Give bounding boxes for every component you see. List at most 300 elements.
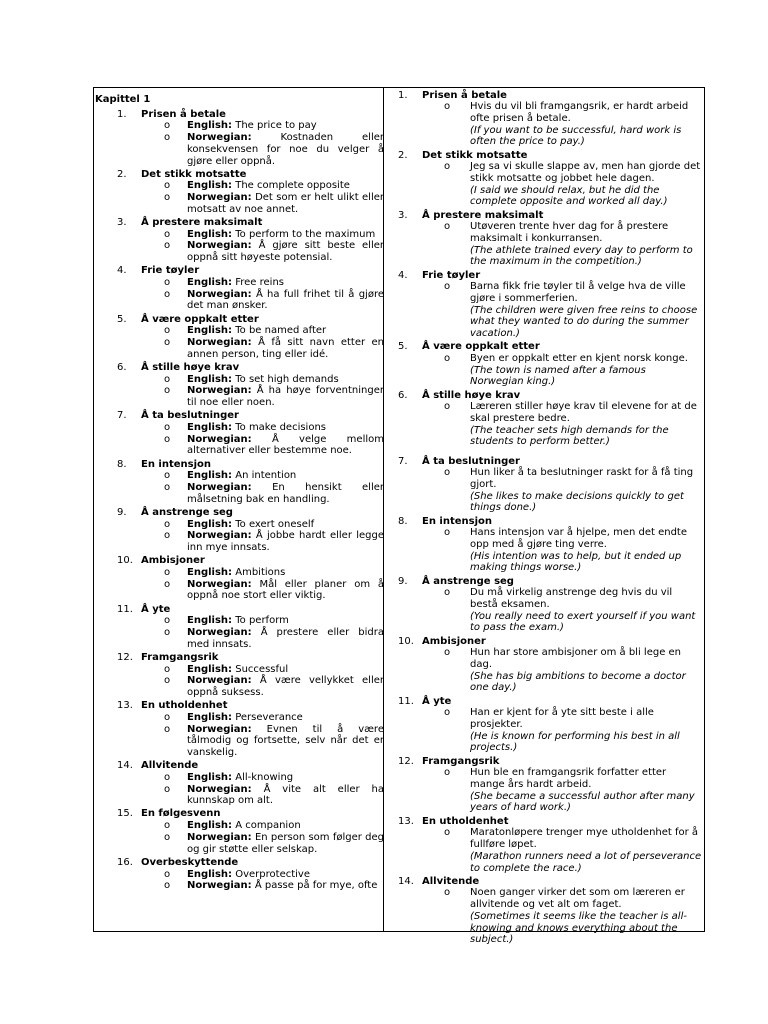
term-number: 12. — [398, 755, 414, 767]
norwegian-value: En person som følger deg og gir støtte eller selskap. — [187, 831, 384, 855]
bullet-icon: o — [164, 578, 171, 590]
norwegian-label: Norwegian: — [187, 192, 252, 204]
example-item — [385, 647, 705, 694]
english-definition — [95, 374, 384, 386]
norwegian-value: En hensikt eller målsetning bak en handling. — [187, 482, 384, 505]
example-body — [470, 161, 702, 208]
example-translation: (She likes to make decisions quickly to get things done.) — [470, 490, 684, 514]
term-number: 8. — [398, 515, 408, 527]
bullet-icon: o — [164, 240, 171, 252]
term-heading — [95, 652, 384, 664]
norwegian-label: Norwegian: — [187, 675, 252, 687]
example-heading — [385, 516, 705, 528]
example-sentence: Hans intensjon var å hjelpe, men det endte opp med å gjøre ting verre. — [470, 527, 687, 551]
example-item — [385, 827, 705, 874]
english-value: The price to pay — [235, 120, 317, 132]
term-number: 15. — [117, 808, 133, 820]
norwegian-value: Mål eller planer om å oppnå noe stort eller viktig. — [187, 578, 384, 602]
english-definition — [95, 519, 384, 531]
english-definition — [95, 869, 384, 881]
term-heading — [95, 808, 384, 820]
term-number: 11. — [117, 603, 133, 615]
term-heading — [95, 410, 384, 422]
term-label: Å ta beslutninger — [141, 410, 239, 422]
norwegian-definition — [95, 530, 384, 553]
example-body — [470, 101, 702, 148]
example-sentence: Jeg sa vi skulle slappe av, men han gjorde det stikk motsatte og jobbet hele dagen. — [470, 161, 701, 184]
term-number: 6. — [117, 361, 127, 373]
english-definition — [95, 325, 384, 337]
norwegian-text — [187, 482, 384, 505]
bullet-icon: o — [164, 433, 171, 445]
english-definition — [95, 470, 384, 482]
term-number: 13. — [398, 815, 414, 827]
term-heading — [95, 857, 384, 869]
english-value: All-knowing — [235, 771, 294, 783]
english-label: English: — [187, 663, 233, 675]
english-label: English: — [187, 470, 233, 482]
term-number: 10. — [398, 635, 414, 647]
bullet-icon: o — [164, 723, 171, 735]
example-translation: (The town is named after a famous Norwegian king.) — [470, 364, 646, 388]
term-label: Å yte — [141, 603, 171, 615]
english-definition — [95, 229, 384, 241]
bullet-icon: o — [164, 373, 171, 385]
english-label: English: — [187, 325, 233, 337]
norwegian-definition — [95, 289, 384, 312]
example-item — [385, 707, 705, 754]
norwegian-label: Norwegian: — [187, 783, 252, 795]
norwegian-value: Å jobbe hardt eller legge inn mye innsats. — [187, 530, 384, 554]
term-label: Å være oppkalt etter — [422, 341, 540, 353]
term-number: 2. — [117, 168, 127, 180]
example-item — [385, 281, 705, 340]
norwegian-definition — [95, 132, 384, 167]
norwegian-text — [187, 724, 384, 759]
english-value: Overprotective — [235, 868, 310, 880]
bullet-icon: o — [164, 132, 171, 144]
term-label: Å ta beslutninger — [422, 455, 520, 467]
norwegian-value: Det som er helt ulikt eller motsatt av noe annet. — [187, 192, 384, 215]
norwegian-definition — [95, 724, 384, 759]
term-number: 1. — [398, 89, 408, 101]
norwegian-definition — [95, 627, 384, 650]
term-label: Prisen å betale — [141, 108, 226, 120]
term-label: Allvitende — [422, 875, 480, 887]
vocabulary-table — [93, 87, 705, 946]
bullet-icon: o — [164, 771, 171, 783]
example-translation: (His intention was to help, but it ended up making things worse.) — [470, 550, 682, 574]
bullet-icon: o — [164, 831, 171, 843]
term-label: Å anstrenge seg — [422, 575, 514, 587]
norwegian-label: Norwegian: — [187, 385, 252, 397]
english-value: The complete opposite — [235, 180, 350, 192]
example-translation: (He is known for performing his best in all projects.) — [470, 730, 680, 754]
example-heading — [385, 636, 705, 648]
norwegian-value: Å prestere eller bidra med innsats. — [187, 626, 384, 650]
example-body — [470, 707, 702, 754]
norwegian-value: Å gjøre sitt beste eller oppnå sitt høyeste potensial. — [187, 240, 384, 264]
english-label: English: — [187, 771, 233, 783]
english-definition — [95, 772, 384, 784]
term-number: 8. — [117, 458, 127, 470]
bullet-icon: o — [164, 180, 171, 192]
term-heading — [95, 700, 384, 712]
english-value: To be named after — [235, 325, 327, 337]
example-heading — [385, 150, 705, 162]
norwegian-value: Å vite alt eller ha kunnskap om alt. — [187, 783, 384, 807]
norwegian-label: Norwegian: — [187, 132, 252, 144]
example-translation: (I said we should relax, but he did the complete opposite and worked all day.) — [470, 184, 668, 208]
norwegian-label: Norwegian: — [187, 723, 252, 735]
english-definition — [95, 712, 384, 724]
norwegian-label: Norwegian: — [187, 337, 252, 349]
norwegian-text — [187, 434, 384, 457]
bullet-icon: o — [164, 192, 171, 204]
english-value: Free reins — [235, 277, 285, 289]
example-sentence: Hun liker å ta beslutninger raskt for å få ting gjort. — [470, 467, 694, 490]
norwegian-text — [187, 132, 384, 167]
bullet-icon: o — [444, 101, 451, 113]
english-value: To perform to the maximum — [235, 228, 376, 240]
term-number: 13. — [117, 700, 133, 712]
term-label: Ambisjoner — [141, 555, 205, 567]
norwegian-text — [187, 192, 384, 215]
norwegian-text — [187, 675, 384, 698]
bullet-icon: o — [444, 352, 451, 364]
example-body — [470, 827, 702, 874]
term-heading — [95, 109, 384, 121]
example-body — [470, 767, 702, 814]
term-number: 2. — [398, 149, 408, 161]
term-number: 14. — [398, 875, 414, 887]
example-heading — [385, 270, 705, 282]
norwegian-text — [187, 530, 384, 553]
example-body — [470, 281, 702, 340]
term-label: Framgangsrik — [141, 651, 219, 663]
term-number: 3. — [398, 209, 408, 221]
term-label: Overbeskyttende — [141, 856, 239, 868]
example-translation: (She became a successful author after many years of hard work.) — [470, 790, 695, 814]
example-sentence: Noen ganger virker det som om læreren er allvitende og vet alt om faget. — [470, 887, 685, 911]
bullet-icon: o — [444, 647, 451, 659]
example-sentence: Hvis du vil bli framgangsrik, er hardt arbeid ofte prisen å betale. — [470, 101, 689, 124]
term-label: Allvitende — [141, 760, 199, 772]
bullet-icon: o — [164, 228, 171, 240]
example-item — [385, 527, 705, 574]
norwegian-definition — [95, 337, 384, 360]
norwegian-label: Norwegian: — [187, 530, 252, 542]
english-value: To set high demands — [235, 373, 339, 385]
term-heading — [95, 265, 384, 277]
norwegian-value: Å velge mellom alternativer eller bestemme noe. — [187, 433, 384, 457]
term-heading — [95, 507, 384, 519]
term-number: 5. — [398, 341, 408, 353]
example-heading — [385, 456, 705, 468]
term-number: 6. — [398, 389, 408, 401]
term-label: En utholdenhet — [141, 700, 228, 712]
norwegian-definition — [95, 240, 384, 263]
bullet-icon: o — [164, 626, 171, 638]
english-value: Ambitions — [235, 566, 286, 578]
norwegian-value: Å ha full frihet til å gjøre det man ønsker. — [187, 288, 384, 312]
english-label: English: — [187, 566, 233, 578]
norwegian-label: Norwegian: — [187, 482, 252, 493]
example-item — [385, 353, 705, 388]
norwegian-value: Å ha høye forventninger til noe eller noen. — [187, 385, 384, 409]
norwegian-definition — [95, 675, 384, 698]
term-number: 4. — [117, 265, 127, 277]
term-label: En intensjon — [141, 458, 212, 470]
english-definition — [95, 180, 384, 192]
english-label: English: — [187, 120, 233, 132]
norwegian-text — [187, 337, 384, 360]
example-sentence: Læreren stiller høye krav til elevene for at de skal prestere bedre. — [470, 401, 697, 424]
bullet-icon: o — [164, 337, 171, 349]
term-number: 10. — [117, 555, 133, 567]
example-heading — [385, 341, 705, 353]
term-label: Å prestere maksimalt — [422, 209, 544, 221]
english-value: To make decisions — [235, 421, 327, 433]
term-label: Å stille høye krav — [422, 389, 521, 401]
bullet-icon: o — [444, 707, 451, 719]
norwegian-value: Å få sitt navn etter en annen person, ting eller idé. — [187, 337, 384, 360]
example-translation: (Marathon runners need a lot of perseverance to complete the race.) — [470, 850, 702, 874]
example-item — [385, 767, 705, 814]
english-label: English: — [187, 820, 233, 832]
term-label: En intensjon — [422, 515, 493, 527]
norwegian-label: Norwegian: — [187, 578, 252, 590]
term-heading — [95, 760, 384, 772]
term-number: 5. — [117, 313, 127, 325]
norwegian-definition — [95, 192, 384, 215]
norwegian-label: Norwegian: — [187, 880, 252, 892]
norwegian-value: Å passe på for mye, ofte — [254, 880, 378, 892]
term-label: En utholdenhet — [422, 815, 509, 827]
english-definition — [95, 820, 384, 832]
example-body — [470, 353, 702, 388]
bullet-icon: o — [164, 288, 171, 300]
bullet-icon: o — [164, 880, 171, 892]
norwegian-text — [187, 289, 384, 312]
bullet-icon: o — [164, 385, 171, 397]
term-number: 7. — [398, 455, 408, 467]
example-sentence: Du må virkelig anstrenge deg hvis du vil bestå eksamen. — [470, 587, 673, 611]
english-value: To exert oneself — [235, 518, 315, 530]
norwegian-text — [187, 880, 384, 892]
english-label: English: — [187, 711, 233, 723]
example-heading — [385, 210, 705, 222]
bullet-icon: o — [164, 615, 171, 627]
term-label: Framgangsrik — [422, 755, 500, 767]
english-value: To perform — [235, 615, 289, 627]
term-number: 9. — [398, 575, 408, 587]
example-body — [470, 527, 702, 574]
chapter-title: Kapittel 1 — [95, 94, 151, 105]
term-heading — [95, 314, 384, 326]
example-sentence: Hun har store ambisjoner om å bli lege en dag. — [470, 647, 682, 671]
bullet-icon: o — [164, 663, 171, 675]
term-number: 1. — [117, 108, 127, 120]
bullet-icon: o — [444, 887, 451, 899]
bullet-icon: o — [444, 281, 451, 293]
example-translation: (She has big ambitions to become a doctor one day.) — [470, 670, 686, 694]
example-heading — [385, 816, 705, 828]
term-heading — [95, 217, 384, 229]
example-item — [385, 161, 705, 208]
bullet-icon: o — [164, 530, 171, 542]
bullet-icon: o — [164, 518, 171, 530]
english-label: English: — [187, 421, 233, 433]
spacer — [385, 448, 705, 454]
term-label: Frie tøyler — [141, 265, 200, 277]
norwegian-text — [187, 240, 384, 263]
term-label: Å anstrenge seg — [141, 506, 233, 518]
norwegian-definition — [95, 579, 384, 602]
examples-column — [385, 88, 705, 946]
example-translation: (The teacher sets high demands for the students to perform better.) — [470, 424, 669, 448]
example-item — [385, 467, 705, 514]
norwegian-label: Norwegian: — [187, 831, 252, 843]
example-body — [470, 401, 702, 448]
term-label: Å være oppkalt etter — [141, 313, 259, 325]
english-label: English: — [187, 180, 233, 192]
bullet-icon: o — [444, 221, 451, 233]
term-heading — [95, 169, 384, 181]
example-item — [385, 401, 705, 448]
norwegian-value: Å være vellykket eller oppnå suksess. — [187, 675, 384, 698]
norwegian-definition — [95, 385, 384, 408]
bullet-icon: o — [164, 566, 171, 578]
norwegian-text — [187, 784, 384, 807]
bullet-icon: o — [164, 783, 171, 795]
example-heading — [385, 90, 705, 102]
norwegian-definition — [95, 482, 384, 505]
term-number: 7. — [117, 410, 127, 422]
example-item — [385, 587, 705, 634]
example-body — [470, 221, 702, 268]
norwegian-text — [187, 385, 384, 408]
term-heading — [95, 604, 384, 616]
bullet-icon: o — [444, 827, 451, 839]
example-translation: (The children were given free reins to choose what they wanted to do during the summer vacation.) — [470, 304, 698, 340]
norwegian-definition — [95, 434, 384, 457]
norwegian-definition — [95, 784, 384, 807]
english-definition — [95, 422, 384, 434]
bullet-icon: o — [164, 675, 171, 687]
english-definition — [95, 567, 384, 579]
norwegian-text — [187, 832, 384, 855]
term-heading — [95, 459, 384, 471]
example-heading — [385, 756, 705, 768]
norwegian-text — [187, 627, 384, 650]
example-item — [385, 887, 705, 946]
term-number: 9. — [117, 506, 127, 518]
english-value: Successful — [235, 663, 289, 675]
english-definition — [95, 664, 384, 676]
bullet-icon: o — [444, 587, 451, 599]
definitions-column — [94, 88, 384, 892]
english-definition — [95, 120, 384, 132]
norwegian-definition — [95, 832, 384, 855]
english-value: An intention — [235, 470, 297, 482]
english-label: English: — [187, 615, 233, 627]
example-sentence: Han er kjent for å yte sitt beste i alle prosjekter. — [470, 707, 654, 731]
example-item — [385, 101, 705, 148]
english-value: A companion — [235, 820, 301, 832]
example-item — [385, 221, 705, 268]
english-label: English: — [187, 277, 233, 289]
norwegian-label: Norwegian: — [187, 240, 252, 252]
term-label: Ambisjoner — [422, 635, 486, 647]
example-body — [470, 887, 702, 946]
norwegian-label: Norwegian: — [187, 288, 252, 300]
norwegian-label: Norwegian: — [187, 626, 252, 638]
bullet-icon: o — [164, 820, 171, 832]
norwegian-text — [187, 579, 384, 602]
bullet-icon: o — [164, 277, 171, 289]
example-body — [470, 467, 702, 514]
bullet-icon: o — [164, 868, 171, 880]
term-number: 11. — [398, 695, 414, 707]
term-label: Prisen å betale — [422, 89, 507, 101]
example-heading — [385, 390, 705, 402]
bullet-icon: o — [444, 467, 451, 479]
bullet-icon: o — [164, 470, 171, 482]
example-translation: (You really need to exert yourself if you want to pass the exam.) — [470, 610, 696, 634]
bullet-icon: o — [164, 482, 171, 493]
bullet-icon: o — [164, 421, 171, 433]
english-label: English: — [187, 373, 233, 385]
example-sentence: Byen er oppkalt etter en kjent norsk konge. — [470, 352, 688, 364]
example-heading — [385, 876, 705, 888]
term-label: Å stille høye krav — [141, 361, 240, 373]
bullet-icon: o — [444, 161, 451, 173]
example-translation: (Sometimes it seems like the teacher is all-knowing and knows everything about the subject.) — [470, 910, 687, 946]
norwegian-value: Evnen til å være tålmodig og fortsette, selv når det er vanskelig. — [187, 723, 384, 758]
example-translation: (If you want to be successful, hard work is often the price to pay.) — [470, 124, 682, 148]
bullet-icon: o — [164, 711, 171, 723]
term-label: Det stikk motsatte — [422, 149, 528, 161]
english-label: English: — [187, 228, 233, 240]
bullet-icon: o — [164, 325, 171, 337]
example-sentence: Barna fikk frie tøyler til å velge hva de ville gjøre i sommerferien. — [470, 281, 686, 304]
term-number: 3. — [117, 217, 127, 229]
example-body — [470, 647, 702, 694]
term-label: Frie tøyler — [422, 269, 481, 281]
bullet-icon: o — [444, 401, 451, 413]
norwegian-value: Kostnaden eller konsekvensen for noe du velger å gjøre eller oppnå. — [187, 132, 384, 167]
term-number: 16. — [117, 856, 133, 868]
example-translation: (The athlete trained every day to perform to the maximum in the competition.) — [470, 244, 693, 268]
term-heading — [95, 362, 384, 374]
term-label: Det stikk motsatte — [141, 168, 247, 180]
norwegian-definition — [95, 880, 384, 892]
english-label: English: — [187, 868, 233, 880]
term-number: 4. — [398, 269, 408, 281]
bullet-icon: o — [444, 767, 451, 779]
example-sentence: Hun ble en framgangsrik forfatter etter mange års hardt arbeid. — [470, 767, 667, 791]
term-number: 14. — [117, 760, 133, 772]
example-heading — [385, 576, 705, 588]
term-label: Å yte — [422, 695, 452, 707]
english-label: English: — [187, 518, 233, 530]
norwegian-label: Norwegian: — [187, 433, 252, 445]
term-heading — [95, 555, 384, 567]
example-heading — [385, 696, 705, 708]
bullet-icon: o — [164, 120, 171, 132]
bullet-icon: o — [444, 527, 451, 539]
